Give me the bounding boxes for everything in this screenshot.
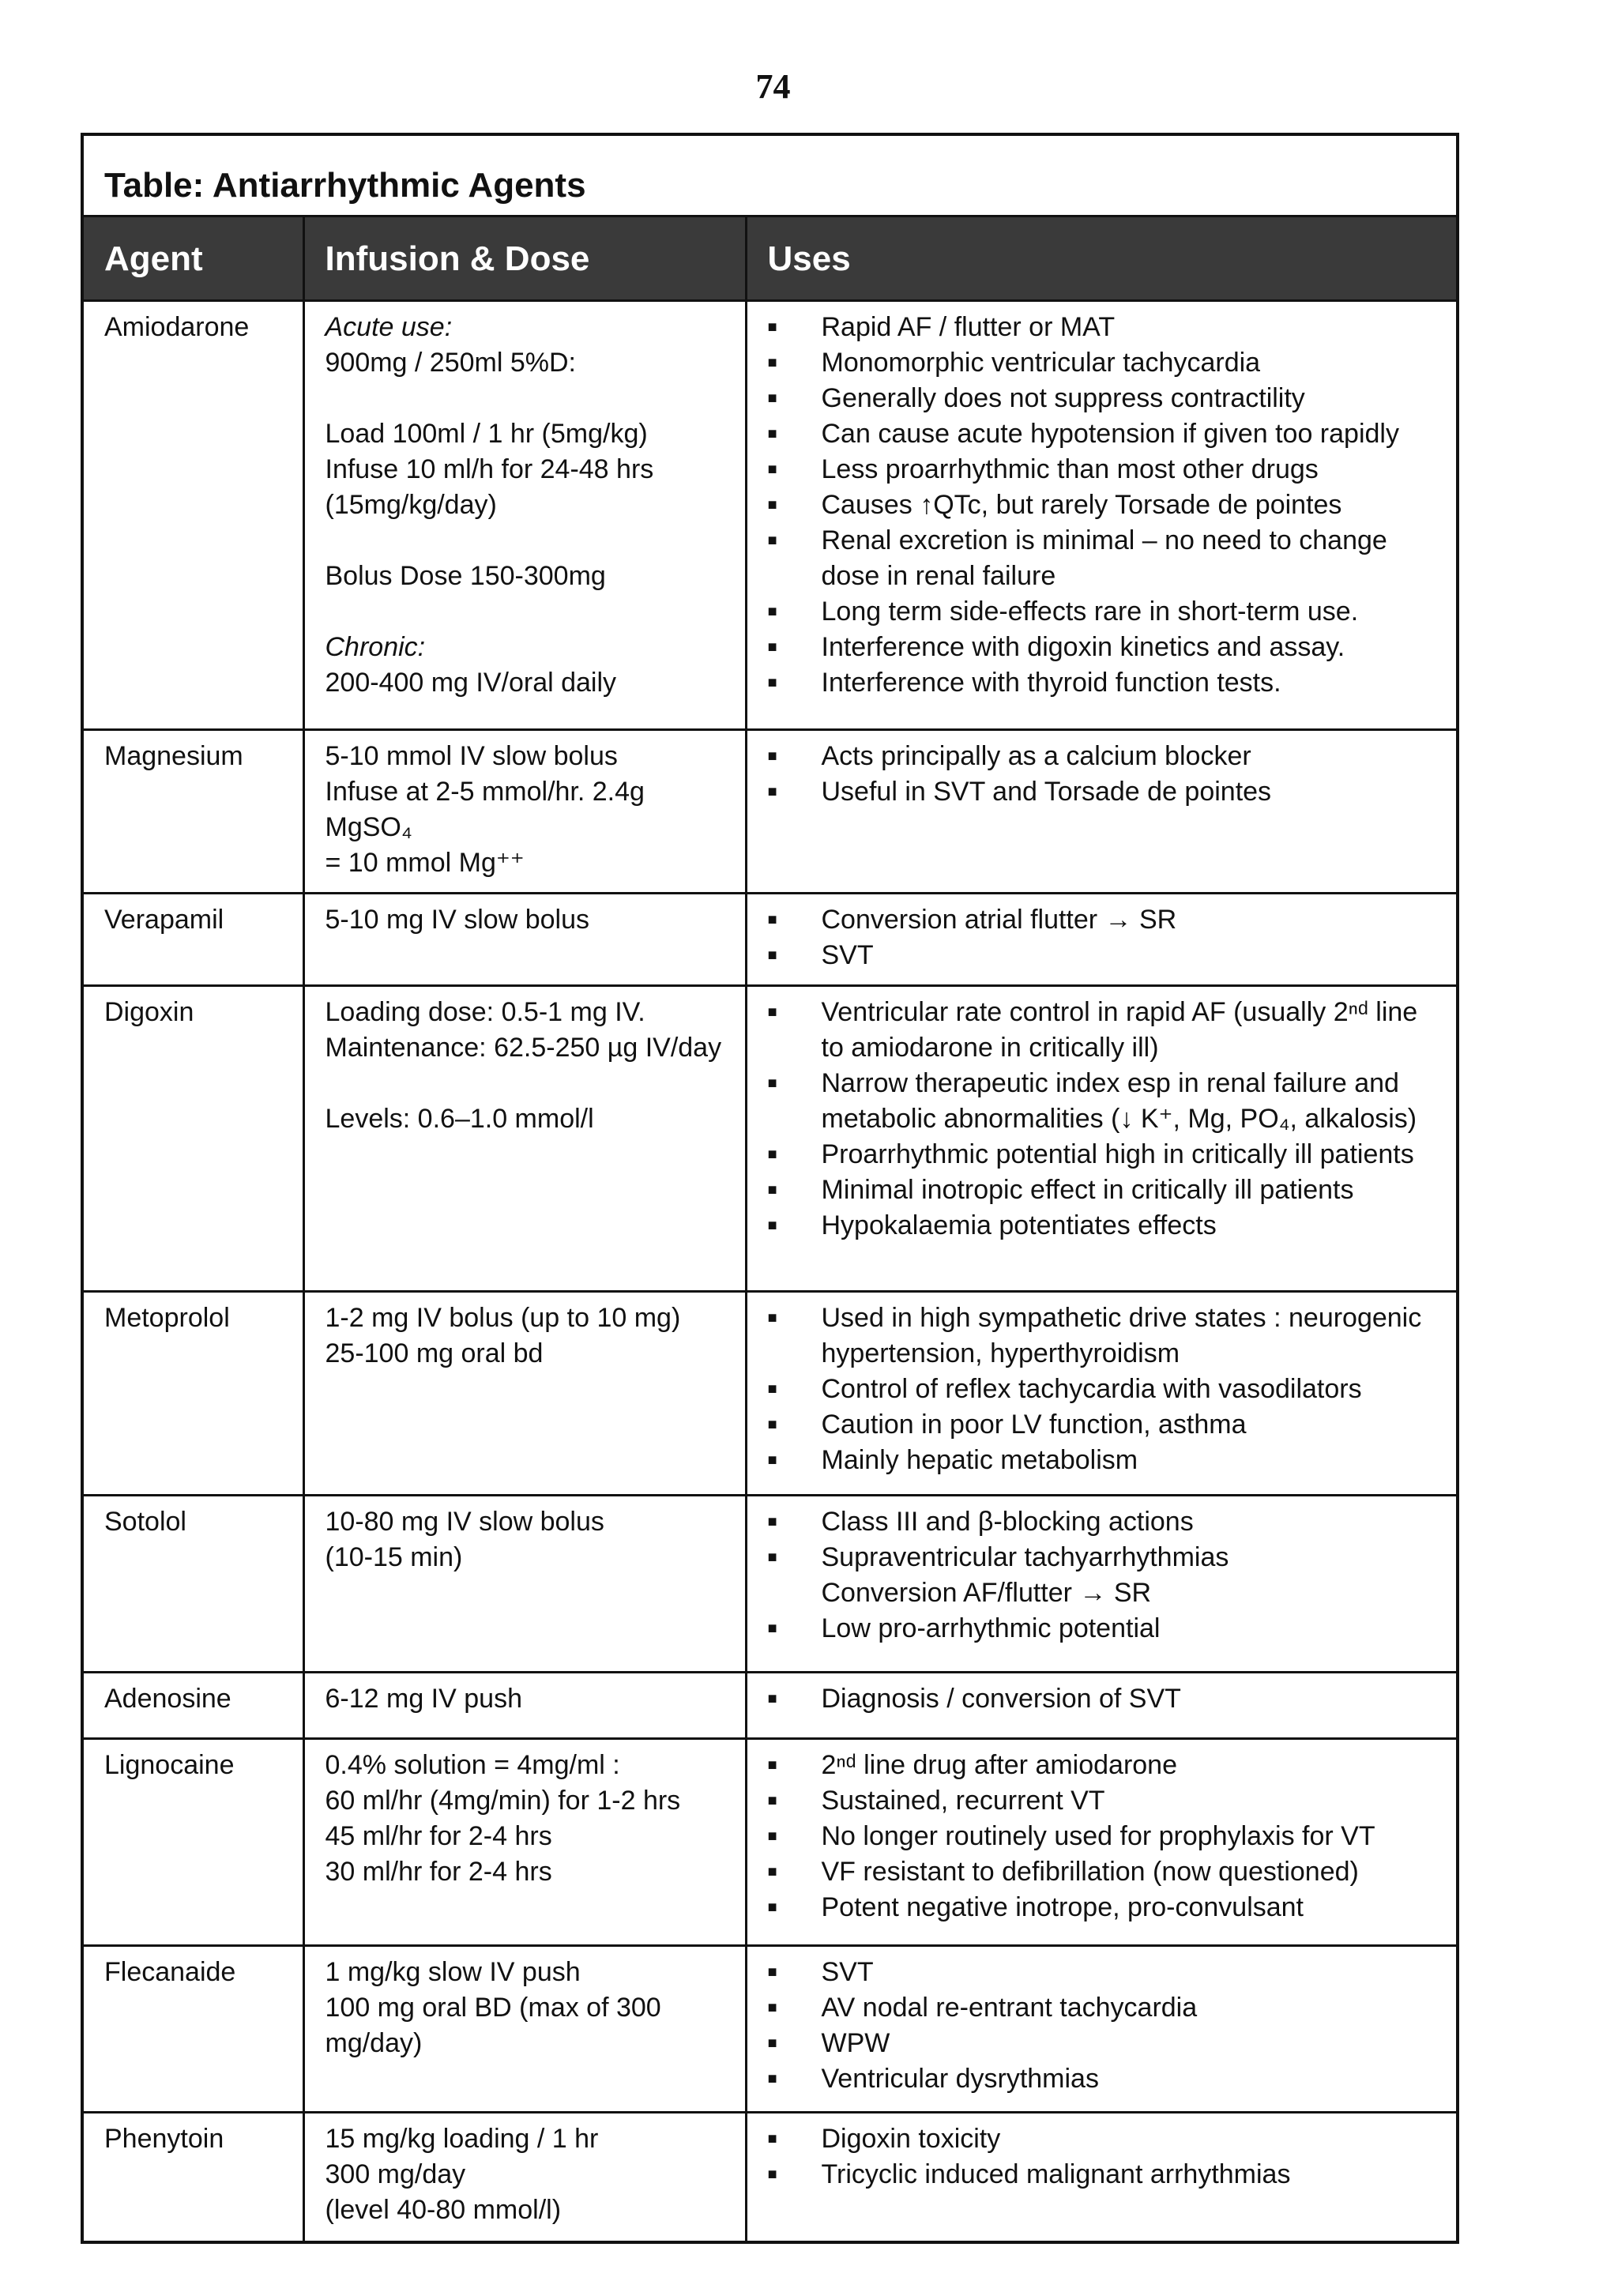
uses-text: WPW xyxy=(821,2028,890,2058)
uses-list-item xyxy=(768,2157,1436,2192)
table-row xyxy=(82,2113,1458,2242)
dose-line: = 10 mmol Mg⁺⁺ xyxy=(325,848,525,878)
uses-list-item xyxy=(768,1819,1436,1854)
uses-text: Acts principally as a calcium blocker xyxy=(821,741,1251,771)
uses-list xyxy=(768,995,1436,1244)
header-agent: Agent xyxy=(82,216,303,301)
dose-line: 0.4% solution = 4mg/ml : xyxy=(325,1750,620,1780)
agent-name: Sotolol xyxy=(82,1496,303,1673)
dose-line: Maintenance: 62.5-250 µg IV/day xyxy=(325,1033,722,1063)
uses-list xyxy=(768,902,1436,973)
uses-list-item xyxy=(768,1783,1436,1819)
infusion-dose-cell xyxy=(303,986,746,1292)
dose-line: 10-80 mg IV slow bolus xyxy=(325,1507,604,1537)
uses-cell xyxy=(746,1496,1458,1673)
uses-list-item xyxy=(768,2026,1436,2061)
uses-list xyxy=(768,310,1436,701)
table-row xyxy=(82,1673,1458,1739)
square-bullet-icon: ■ xyxy=(767,2130,777,2147)
table-header-row xyxy=(82,216,1458,301)
uses-text: Can cause acute hypotension if given too rapidly xyxy=(821,419,1399,449)
uses-list-item xyxy=(768,1137,1436,1172)
dose-line: 1-2 mg IV bolus (up to 10 mg) xyxy=(325,1303,681,1333)
infusion-dose-cell xyxy=(303,2113,746,2242)
dose-line: 5-10 mg IV slow bolus xyxy=(325,905,589,935)
uses-text: Caution in poor LV function, asthma xyxy=(821,1410,1247,1440)
uses-list-item xyxy=(768,345,1436,381)
uses-list-item xyxy=(768,1681,1436,1717)
uses-cell xyxy=(746,1292,1458,1496)
uses-text: Supraventricular tachyarrhythmias xyxy=(821,1542,1229,1572)
uses-cell xyxy=(746,986,1458,1292)
uses-text: Rapid AF / flutter or MAT xyxy=(821,312,1116,342)
uses-text: Proarrhythmic potential high in critically ill patients xyxy=(821,1139,1414,1169)
dose-line: 900mg / 250ml 5%D: xyxy=(325,348,576,378)
uses-cell xyxy=(746,730,1458,894)
uses-cell xyxy=(746,301,1458,730)
dose-line: 15 mg/kg loading / 1 hr xyxy=(325,2124,599,2154)
square-bullet-icon: ■ xyxy=(767,1451,777,1469)
square-bullet-icon: ■ xyxy=(767,1827,777,1845)
dose-line: (10-15 min) xyxy=(325,1542,463,1572)
uses-list xyxy=(768,1681,1436,1717)
infusion-dose-cell xyxy=(303,1739,746,1946)
uses-list xyxy=(768,739,1436,810)
infusion-dose-cell xyxy=(303,894,746,986)
square-bullet-icon: ■ xyxy=(767,603,777,620)
infusion-dose-cell xyxy=(303,1946,746,2113)
square-bullet-icon: ■ xyxy=(767,1181,777,1199)
uses-text: Interference with thyroid function tests. xyxy=(821,668,1281,698)
uses-list-item xyxy=(768,1540,1436,1575)
square-bullet-icon: ■ xyxy=(767,2034,777,2052)
uses-list-item xyxy=(768,381,1436,416)
agent-name: Phenytoin xyxy=(82,2113,303,2242)
uses-text: Hypokalaemia potentiates effects xyxy=(821,1210,1217,1240)
uses-list-item xyxy=(768,2061,1436,2097)
dose-line: Load 100ml / 1 hr (5mg/kg) xyxy=(325,419,648,449)
dose-line xyxy=(325,523,724,559)
square-bullet-icon: ■ xyxy=(767,783,777,800)
table-caption-row xyxy=(82,134,1458,216)
table-body xyxy=(82,301,1458,2242)
infusion-dose-cell xyxy=(303,1673,746,1739)
uses-text: Long term side-effects rare in short-term use. xyxy=(821,597,1359,627)
square-bullet-icon: ■ xyxy=(767,1792,777,1809)
agent-name: Lignocaine xyxy=(82,1739,303,1946)
uses-list-item xyxy=(768,1990,1436,2026)
uses-list-item xyxy=(768,1575,1436,1611)
dose-line: 300 mg/day xyxy=(325,2159,466,2189)
dose-line: 1 mg/kg slow IV push xyxy=(325,1957,581,1987)
dose-line: Bolus Dose 150-300mg xyxy=(325,561,606,591)
uses-list-item xyxy=(768,1172,1436,1208)
square-bullet-icon: ■ xyxy=(767,532,777,549)
uses-list-item xyxy=(768,1955,1436,1990)
square-bullet-icon: ■ xyxy=(767,1899,777,1916)
uses-list-item xyxy=(768,416,1436,452)
uses-list-item xyxy=(768,523,1436,594)
uses-text: Digoxin toxicity xyxy=(821,2124,1001,2154)
uses-list-item xyxy=(768,1208,1436,1244)
dose-line: 6-12 mg IV push xyxy=(325,1684,522,1714)
page-number: 74 xyxy=(755,67,791,106)
table-row xyxy=(82,986,1458,1292)
uses-text: Renal excretion is minimal – no need to change dose in renal failure xyxy=(821,525,1387,591)
uses-list-item xyxy=(768,1300,1436,1372)
square-bullet-icon: ■ xyxy=(767,1309,777,1327)
uses-text: Ventricular dysrythmias xyxy=(821,2064,1099,2094)
uses-text: Potent negative inotrope, pro-convulsant xyxy=(821,1892,1304,1922)
square-bullet-icon: ■ xyxy=(767,1549,777,1566)
dose-line: 45 ml/hr for 2-4 hrs xyxy=(325,1821,552,1851)
uses-cell xyxy=(746,2113,1458,2242)
uses-list-item xyxy=(768,594,1436,630)
uses-text: Monomorphic ventricular tachycardia xyxy=(821,348,1261,378)
uses-list-item xyxy=(768,1611,1436,1647)
uses-text: Diagnosis / conversion of SVT xyxy=(821,1684,1181,1714)
dose-line: (15mg/kg/day) xyxy=(325,490,497,520)
uses-text: No longer routinely used for prophylaxis for VT xyxy=(821,1821,1375,1851)
square-bullet-icon: ■ xyxy=(767,1756,777,1774)
square-bullet-icon: ■ xyxy=(767,1075,777,1092)
uses-list-item xyxy=(768,1748,1436,1783)
infusion-dose-cell xyxy=(303,1292,746,1496)
uses-list-item xyxy=(768,1890,1436,1925)
table-row xyxy=(82,894,1458,986)
dose-line: Infuse 10 ml/h for 24-48 hrs xyxy=(325,454,654,484)
square-bullet-icon: ■ xyxy=(767,947,777,964)
infusion-dose-cell xyxy=(303,730,746,894)
uses-list-item xyxy=(768,2121,1436,2157)
uses-list-item xyxy=(768,1854,1436,1890)
square-bullet-icon: ■ xyxy=(767,1003,777,1021)
agent-name: Digoxin xyxy=(82,986,303,1292)
square-bullet-icon: ■ xyxy=(767,747,777,765)
square-bullet-icon: ■ xyxy=(767,2070,777,2087)
dose-line: 30 ml/hr for 2-4 hrs xyxy=(325,1857,552,1887)
uses-text: Useful in SVT and Torsade de pointes xyxy=(821,777,1272,807)
dose-line: mg/day) xyxy=(325,2028,423,2058)
uses-text: Causes ↑QTc, but rarely Torsade de pointes xyxy=(821,490,1342,520)
uses-cell xyxy=(746,1739,1458,1946)
square-bullet-icon: ■ xyxy=(767,1513,777,1530)
infusion-dose-cell xyxy=(303,301,746,730)
uses-text: Narrow therapeutic index esp in renal failure and metabolic abnormalities (↓ K⁺, Mg, PO₄, alkalosis) xyxy=(821,1068,1417,1134)
square-bullet-icon: ■ xyxy=(767,2166,777,2183)
dose-line: Infuse at 2-5 mmol/hr. 2.4g MgSO₄ xyxy=(325,777,645,842)
uses-list xyxy=(768,2121,1436,2192)
uses-list-item xyxy=(768,1372,1436,1407)
uses-text: Conversion atrial flutter → SR xyxy=(821,905,1177,935)
square-bullet-icon: ■ xyxy=(767,461,777,478)
infusion-dose-cell xyxy=(303,1496,746,1673)
uses-list-item xyxy=(768,1066,1436,1137)
dose-line: Loading dose: 0.5-1 mg IV. xyxy=(325,997,645,1027)
agent-name: Flecanaide xyxy=(82,1946,303,2113)
uses-text: Ventricular rate control in rapid AF (usually 2ⁿᵈ line to amiodarone in critically ill) xyxy=(821,997,1418,1063)
square-bullet-icon: ■ xyxy=(767,1999,777,2016)
dose-line: (level 40-80 mmol/l) xyxy=(325,2195,562,2225)
uses-list xyxy=(768,1300,1436,1478)
dose-line xyxy=(325,1066,724,1101)
dose-line: 25-100 mg oral bd xyxy=(325,1338,544,1368)
agent-name: Adenosine xyxy=(82,1673,303,1739)
uses-text: SVT xyxy=(821,940,874,970)
uses-text: SVT xyxy=(821,1957,874,1987)
uses-text: Used in high sympathetic drive states : neurogenic hypertension, hyperthyroidism xyxy=(821,1303,1422,1368)
uses-text: Generally does not suppress contractility xyxy=(821,383,1305,413)
agent-name: Verapamil xyxy=(82,894,303,986)
square-bullet-icon: ■ xyxy=(767,390,777,407)
uses-list-item xyxy=(768,739,1436,774)
square-bullet-icon: ■ xyxy=(767,1690,777,1707)
table-row xyxy=(82,1292,1458,1496)
dose-line: Acute use: xyxy=(325,312,453,342)
dose-line: 5-10 mmol IV slow bolus xyxy=(325,741,618,771)
uses-list-item xyxy=(768,487,1436,523)
table-row xyxy=(82,730,1458,894)
table-row xyxy=(82,1946,1458,2113)
uses-cell xyxy=(746,1673,1458,1739)
square-bullet-icon: ■ xyxy=(767,1380,777,1398)
uses-text: Interference with digoxin kinetics and assay. xyxy=(821,632,1345,662)
dose-line: Levels: 0.6–1.0 mmol/l xyxy=(325,1104,594,1134)
uses-text: Less proarrhythmic than most other drugs xyxy=(821,454,1319,484)
dose-line xyxy=(325,594,724,630)
uses-text: Tricyclic induced malignant arrhythmias xyxy=(821,2159,1291,2189)
dose-line: 60 ml/hr (4mg/min) for 1-2 hrs xyxy=(325,1786,681,1816)
uses-text: Conversion AF/flutter → SR xyxy=(821,1578,1152,1608)
square-bullet-icon: ■ xyxy=(767,318,777,336)
uses-list-item xyxy=(768,902,1436,938)
uses-list-item xyxy=(768,630,1436,665)
uses-list xyxy=(768,1504,1436,1647)
square-bullet-icon: ■ xyxy=(767,496,777,514)
uses-text: Minimal inotropic effect in critically ill patients xyxy=(821,1175,1354,1205)
antiarrhythmic-agents-table xyxy=(81,133,1459,2244)
uses-list-item xyxy=(768,774,1436,810)
uses-list-item xyxy=(768,310,1436,345)
square-bullet-icon: ■ xyxy=(767,674,777,691)
uses-list-item xyxy=(768,995,1436,1066)
header-uses: Uses xyxy=(746,216,1458,301)
agent-name: Magnesium xyxy=(82,730,303,894)
agent-name: Amiodarone xyxy=(82,301,303,730)
uses-text: Mainly hepatic metabolism xyxy=(821,1445,1138,1475)
uses-list-item xyxy=(768,1504,1436,1540)
uses-cell xyxy=(746,1946,1458,2113)
uses-text: Low pro-arrhythmic potential xyxy=(821,1613,1161,1643)
uses-text: Class III and β-blocking actions xyxy=(821,1507,1194,1537)
table-row xyxy=(82,301,1458,730)
table-row xyxy=(82,1496,1458,1673)
uses-text: Control of reflex tachycardia with vasodilators xyxy=(821,1374,1362,1404)
uses-text: 2ⁿᵈ line drug after amiodarone xyxy=(821,1750,1177,1780)
square-bullet-icon: ■ xyxy=(767,638,777,656)
uses-list xyxy=(768,1955,1436,2097)
uses-list xyxy=(768,1748,1436,1925)
agent-name: Metoprolol xyxy=(82,1292,303,1496)
uses-text: VF resistant to defibrillation (now questioned) xyxy=(821,1857,1359,1887)
square-bullet-icon: ■ xyxy=(767,354,777,371)
square-bullet-icon: ■ xyxy=(767,1146,777,1163)
uses-text: AV nodal re-entrant tachycardia xyxy=(821,1993,1198,2023)
square-bullet-icon: ■ xyxy=(767,1416,777,1433)
table-row xyxy=(82,1739,1458,1946)
uses-list-item xyxy=(768,938,1436,973)
dose-line: 100 mg oral BD (max of 300 xyxy=(325,1993,661,2023)
header-infusion-dose: Infusion & Dose xyxy=(303,216,746,301)
dose-line xyxy=(325,381,724,416)
square-bullet-icon: ■ xyxy=(767,1963,777,1981)
square-bullet-icon: ■ xyxy=(767,425,777,442)
uses-list-item xyxy=(768,452,1436,487)
dose-line: Chronic: xyxy=(325,632,426,662)
uses-text: Sustained, recurrent VT xyxy=(821,1786,1105,1816)
square-bullet-icon: ■ xyxy=(767,1620,777,1637)
uses-list-item xyxy=(768,1443,1436,1478)
uses-cell xyxy=(746,894,1458,986)
square-bullet-icon: ■ xyxy=(767,911,777,928)
table-caption: Table: Antiarrhythmic Agents xyxy=(82,134,1458,216)
square-bullet-icon: ■ xyxy=(767,1217,777,1234)
dose-line: 200-400 mg IV/oral daily xyxy=(325,668,617,698)
square-bullet-icon: ■ xyxy=(767,1863,777,1880)
uses-list-item xyxy=(768,665,1436,701)
uses-list-item xyxy=(768,1407,1436,1443)
